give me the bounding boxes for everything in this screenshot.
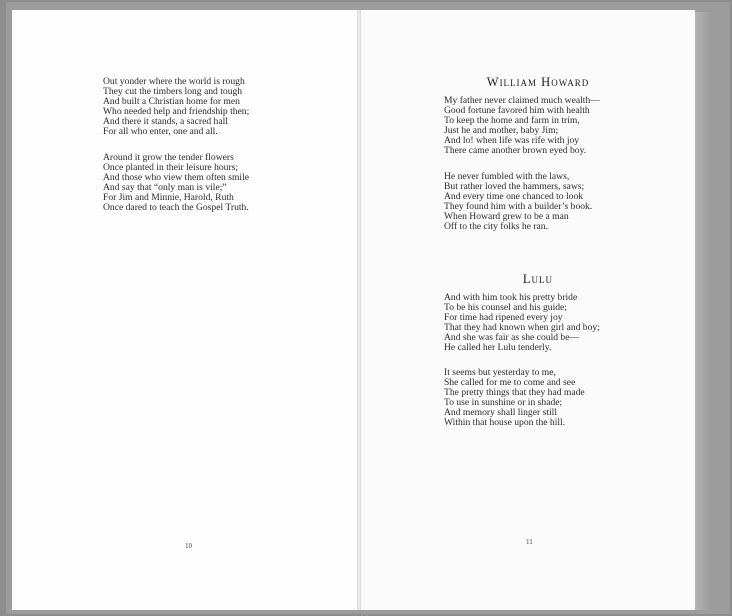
verse-line: He never fumbled with the laws, <box>444 171 570 182</box>
poem-2-stanza-1 <box>444 293 600 354</box>
verse-line: Around it grow the tender flowers <box>103 152 234 163</box>
cover-edge <box>695 12 712 610</box>
poem-2-stanza-2 <box>444 368 585 429</box>
verse-line: He called her Lulu tenderly. <box>444 342 552 354</box>
verse-line: And there it stands, a sacred hall <box>103 116 228 128</box>
verse-line: For time had ripened every joy <box>444 312 563 324</box>
verse-line: And lo! when life was rife with joy <box>444 135 580 147</box>
verse-line: For Jim and Minnie, Harold, Ruth <box>103 192 234 204</box>
book-gutter <box>357 10 361 610</box>
verse-line: She called for me to come and see <box>444 377 576 389</box>
verse-line: When Howard grew to be a man <box>444 211 569 223</box>
verse-line: Out yonder where the world is rough <box>103 76 245 87</box>
poem-title: William Howard <box>486 75 590 89</box>
verse-line: To keep the home and farm in trim, <box>444 115 580 127</box>
verse-line: They found him with a builder’s book. <box>444 201 593 213</box>
verse-line: That they had known when girl and boy; <box>444 322 600 334</box>
verse-line: To use in sunshine or in shade; <box>444 397 563 409</box>
verse-line: Good fortune favored him with health <box>444 105 590 117</box>
verse-line: Just he and mother, baby Jim; <box>444 125 559 137</box>
verse-line: For all who enter, one and all. <box>103 126 218 138</box>
verse-line: Who needed help and friendship then; <box>103 106 250 118</box>
left-stanza-2 <box>103 153 249 214</box>
verse-line: And built a Christian home for men <box>103 96 240 108</box>
verse-line: And she was fair as she could be— <box>444 332 580 344</box>
verse-line: There came another brown eyed boy. <box>444 145 587 157</box>
verse-line: And with him took his pretty bride <box>444 292 578 303</box>
verse-line: And every time one chanced to look <box>444 191 584 203</box>
page-number-left: 10 <box>185 542 192 550</box>
poem-title: Lulu <box>522 272 554 286</box>
verse-line: They cut the timbers long and tough <box>103 86 243 98</box>
verse-line: And those who view them often smile <box>103 172 250 184</box>
verse-line: Within that house upon the hill. <box>444 417 566 429</box>
page-number-right: 11 <box>526 538 533 546</box>
verse-line: And say that “only man is vile;” <box>103 182 227 194</box>
poem-1-stanza-1 <box>444 96 600 157</box>
verse-line: It seems but yesterday to me, <box>444 367 556 378</box>
verse-line: But rather loved the hammers, saws; <box>444 181 585 193</box>
verse-line: Once planted in their leisure hours; <box>103 162 239 174</box>
verse-line: To be his counsel and his guide; <box>444 302 567 314</box>
verse-line: And memory shall linger still <box>444 407 557 419</box>
verse-line: Once dared to teach the Gospel Truth. <box>103 202 249 214</box>
verse-line: My father never claimed much wealth— <box>444 95 600 106</box>
left-stanza-1 <box>103 77 249 138</box>
verse-line: The pretty things that they had made <box>444 387 585 399</box>
verse-line: Off to the city folks he ran. <box>444 221 548 233</box>
poem-1-stanza-2 <box>444 172 592 233</box>
